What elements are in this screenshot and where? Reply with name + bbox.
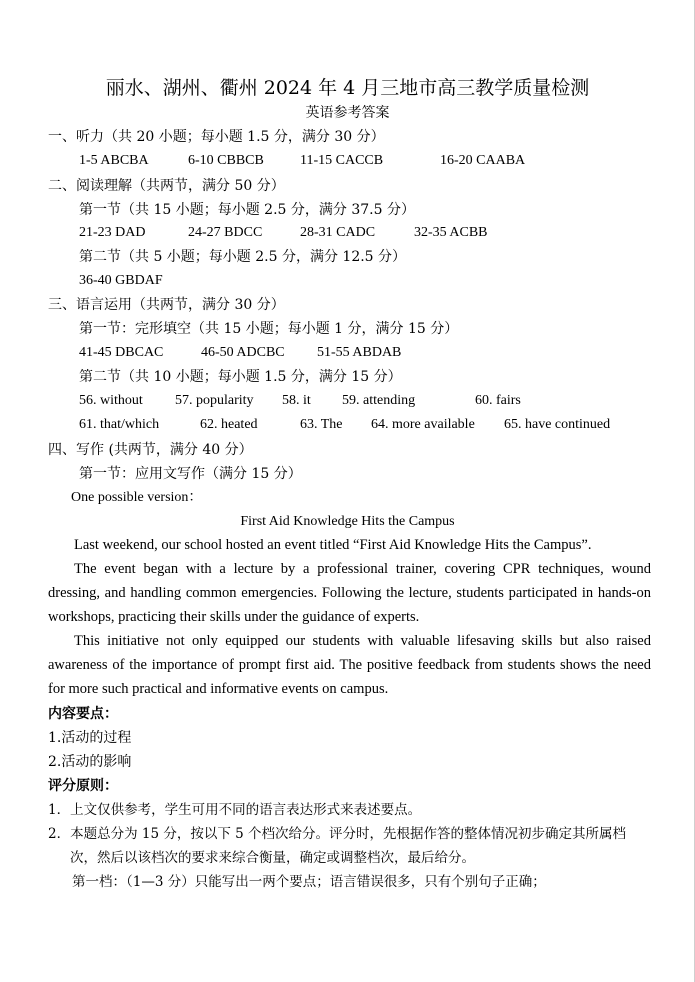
scoring-item: 1．上文仅供参考，学生可用不同的语言表达形式来表述要点。: [48, 802, 422, 818]
answer-item: 59. attending: [342, 393, 416, 408]
answer-group: 24-27 BDCC: [188, 225, 263, 240]
answer-item: 62. heated: [200, 417, 258, 432]
answer-group: 11-15 CACCB: [300, 153, 384, 168]
answer-item: 58. it: [282, 393, 311, 408]
reading-heading: 二、阅读理解（共两节，满分 50 分）: [48, 178, 285, 194]
language-part1-heading: 第一节：完形填空（共 15 小题；每小题 1 分，满分 15 分）: [79, 321, 459, 337]
essay-paragraph: Last weekend, our school hosted an event titled “First Aid Knowledge Hits the Campus”.: [74, 537, 592, 553]
key-point-item: 2.活动的影响: [48, 754, 132, 770]
answer-item: 64. more available: [371, 417, 475, 432]
writing-part1-heading: 第一节：应用文写作（满分 15 分）: [79, 466, 302, 482]
answer-group: 6-10 CBBCB: [188, 153, 264, 168]
essay-body: [48, 533, 651, 701]
version-label: One possible version：: [71, 490, 203, 505]
reading-part2-heading: 第二节（共 5 小题；每小题 2.5 分，满分 12.5 分）: [79, 249, 407, 265]
answer-group: 1-5 ABCBA: [79, 153, 149, 168]
answer-item: 57. popularity: [175, 393, 254, 408]
essay-title: First Aid Knowledge Hits the Campus: [240, 514, 455, 529]
document-subtitle: 英语参考答案: [305, 105, 390, 121]
answer-group: 16-20 CAABA: [440, 153, 526, 168]
document-title: 丽水、湖州、衢州 2024 年 4 月三地市高三教学质量检测: [105, 77, 590, 99]
scoring-heading: 评分原则：: [48, 778, 118, 794]
answer-group: 32-35 ACBB: [414, 225, 488, 240]
answer-group: 41-45 DBCAC: [79, 345, 164, 360]
answer-group: 51-55 ABDAB: [317, 345, 402, 360]
writing-heading: 四、写作 (共两节，满分 40 分）: [48, 442, 253, 458]
reading-part2-answers: [79, 272, 163, 290]
language-part1-answers: [79, 344, 401, 362]
answer-item: 60. fairs: [475, 393, 521, 408]
listening-heading: 一、听力（共 20 小题；每小题 1.5 分，满分 30 分）: [48, 129, 385, 145]
answer-item: 65. have continued: [504, 417, 611, 432]
key-point-item: 1.活动的过程: [48, 730, 132, 746]
answer-group: 36-40 GBDAF: [79, 273, 163, 288]
language-part2-heading: 第二节（共 10 小题；每小题 1.5 分，满分 15 分）: [79, 369, 402, 385]
key-points-heading: 内容要点：: [48, 706, 118, 722]
answer-group: 46-50 ADCBC: [201, 345, 285, 360]
language-heading: 三、语言运用（共两节，满分 30 分）: [48, 297, 285, 313]
language-part2-answers-row2: [79, 416, 610, 434]
essay-paragraph: The event began with a lecture by a professional trainer, covering CPR techniques, wound dressing, and handling common emergencies. Following the lecture, students participated in hands-on workshops, practicing their skills under the guidance of experts.: [48, 561, 651, 625]
listening-answers: [79, 152, 525, 170]
essay-paragraph: This initiative not only equipped our students with valuable lifesaving skills but also raised awareness of the importance of prompt first aid. The positive feedback from students shows the need for more such practical and informative events on campus.: [48, 633, 651, 697]
scoring-rules: [48, 798, 653, 894]
answer-item: 56. without: [79, 393, 143, 408]
scoring-tier-1: 第一档：（1—3 分）只能写出一两个要点；语言错误很多，只有个别句子正确；: [72, 874, 546, 890]
reading-part1-heading: 第一节（共 15 小题；每小题 2.5 分，满分 37.5 分）: [79, 202, 415, 218]
reading-part1-answers: [79, 224, 488, 242]
answer-item: 63. The: [300, 417, 343, 432]
answer-group: 21-23 DAD: [79, 225, 146, 240]
answer-item: 61. that/which: [79, 417, 160, 432]
answer-group: 28-31 CADC: [300, 225, 376, 240]
scoring-item: 2．本题总分为 15 分，按以下 5 个档次给分。评分时，先根据作答的整体情况初步确定其所属档次，然后以该档次的要求来综合衡量，确定或调整档次，最后给分。: [48, 826, 627, 866]
language-part2-answers-row1: [79, 392, 521, 410]
